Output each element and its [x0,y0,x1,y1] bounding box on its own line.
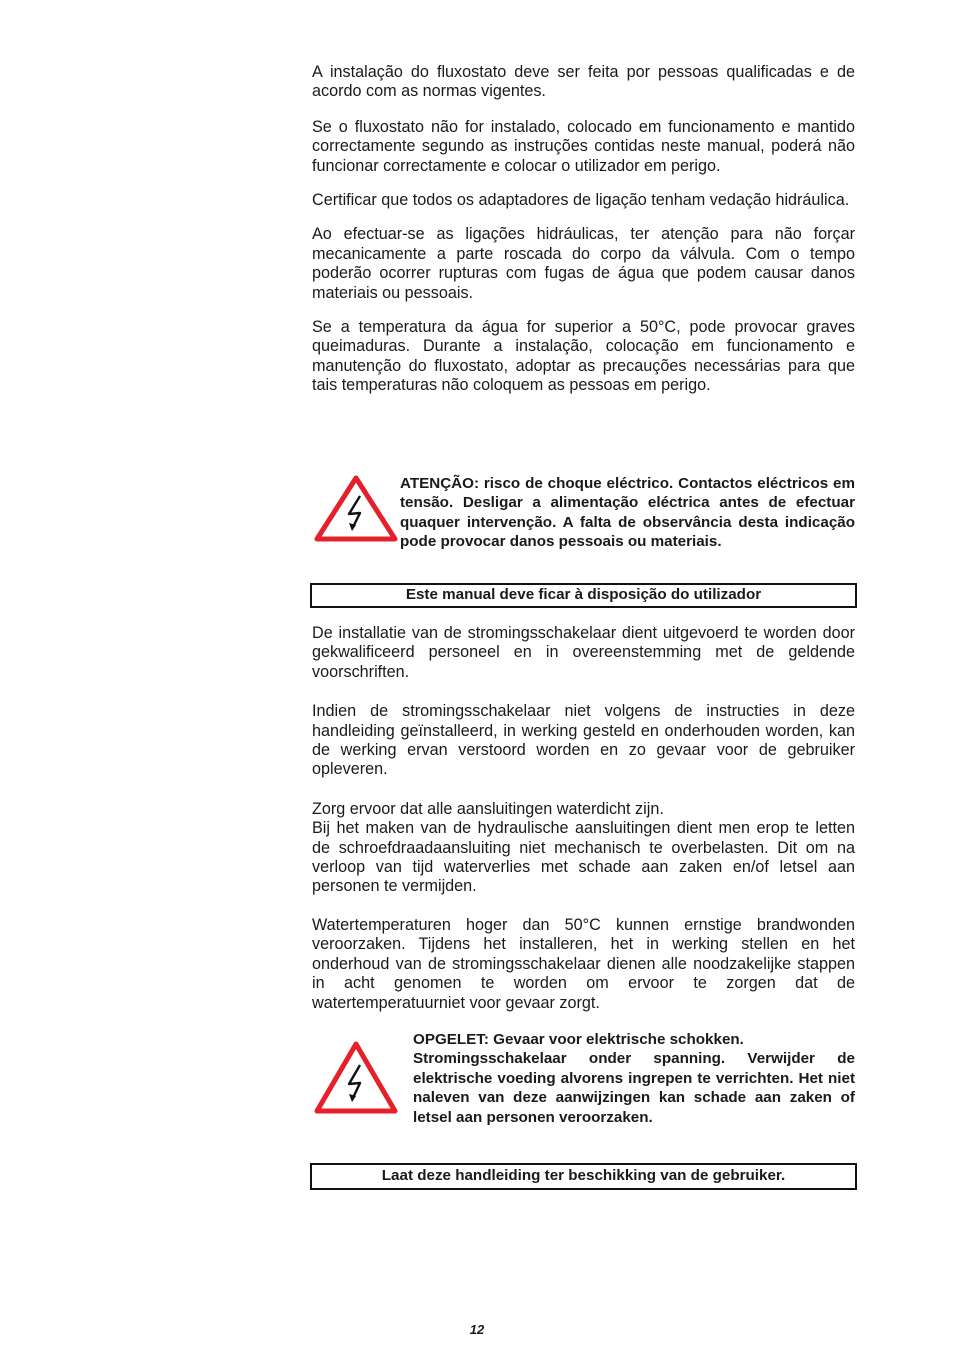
nl-paragraph-2: Indien de stromingsschakelaar niet volgens de instructies in deze handleiding geïnstalleerd, in werking gesteld en onderhouden worden, kan de werking ervan verstoord worden en zo gevaar voor de gebruiker opleveren. [312,702,855,779]
nl-paragraph-1: De installatie van de stromingsschakelaar dient uitgevoerd te worden door gekwalificeerd personeel en in overeenstemming met de geldende voorschriften. [312,624,855,681]
nl-section [312,624,855,1013]
nl-paragraph-3b: Bij het maken van de hydraulische aansluitingen dient men erop te letten de schroefdraadaansluiting niet mechanisch te overbelasten. Dit om na verloop van tijd waterverlies met schade aan zaken en/of letsel aan personen te vermijden. [312,819,855,896]
pt-paragraph-4: Ao efectuar-se as ligações hidráulicas, ter atenção para não forçar mecanicamente a parte roscada do corpo da válvula. Com o tempo poderão ocorrer rupturas com fugas de água que podem causar danos materiais ou pessoais. [312,225,855,302]
page-number: 12 [469,1322,485,1337]
pt-paragraph-5: Se a temperatura da água for superior a 50°C, pode provocar graves queimaduras. Durante a instalação, colocação em funcionamento e manutenção do fluxostato, adoptar as precauções necessárias para que tais temperaturas não coloquem as pessoas em perigo. [312,318,855,395]
electric-hazard-triangle-icon [314,474,398,542]
nl-warning-title: OPGELET: Gevaar voor elektrische schokken. [413,1031,744,1048]
pt-paragraph-3: Certificar que todos os adaptadores de ligação tenham vedação hidráulica. [312,191,850,210]
pt-section [312,63,855,396]
pt-boxed-note: Este manual deve ficar à disposição do utilizador [310,583,857,608]
electric-hazard-triangle-icon [314,1040,398,1114]
nl-paragraph-4: Watertemperaturen hoger dan 50°C kunnen ernstige brandwonden veroorzaken. Tijdens het installeren, het in werking stellen en het onderhoud van de stromingsschakelaar dienen alle noodzakelijke stappen in acht genomen te worden om ervoor te zorgen dat de watertemperatuurniet voor gevaar zorgt. [312,915,855,1012]
nl-boxed-note: Laat deze handleiding ter beschikking van de gebruiker. [310,1163,857,1190]
nl-warning-block [312,1030,855,1127]
pt-warning-text: ATENÇÃO: risco de choque eléctrico. Contactos eléctricos em tensão. Desligar a alimentação eléctrica antes de efectuar quaquer intervenção. A falta de observância desta indicação pode provocar danos pessoais ou materiais. [400,475,855,551]
pt-paragraph-1: A instalação do fluxostato deve ser feita por pessoas qualificadas e de acordo com as normas vigentes. [312,63,855,101]
pt-paragraph-2: Se o fluxostato não for instalado, colocado em funcionamento e mantido correctamente segundo as instruções contidas neste manual, poderá não funcionar correctamente e colocar o utilizador em perigo. [312,117,855,175]
pt-warning-block [312,474,855,552]
nl-paragraph-3a: Zorg ervoor dat alle aansluitingen waterdicht zijn. [312,799,664,818]
nl-warning-text: Stromingsschakelaar onder spanning. Verwijder de elektrische voeding alvorens ingrepen te verrichten. Het niet naleven van deze aanwijzingen kan schade aan zaken of letsel aan personen veroorzaken. [413,1050,855,1126]
